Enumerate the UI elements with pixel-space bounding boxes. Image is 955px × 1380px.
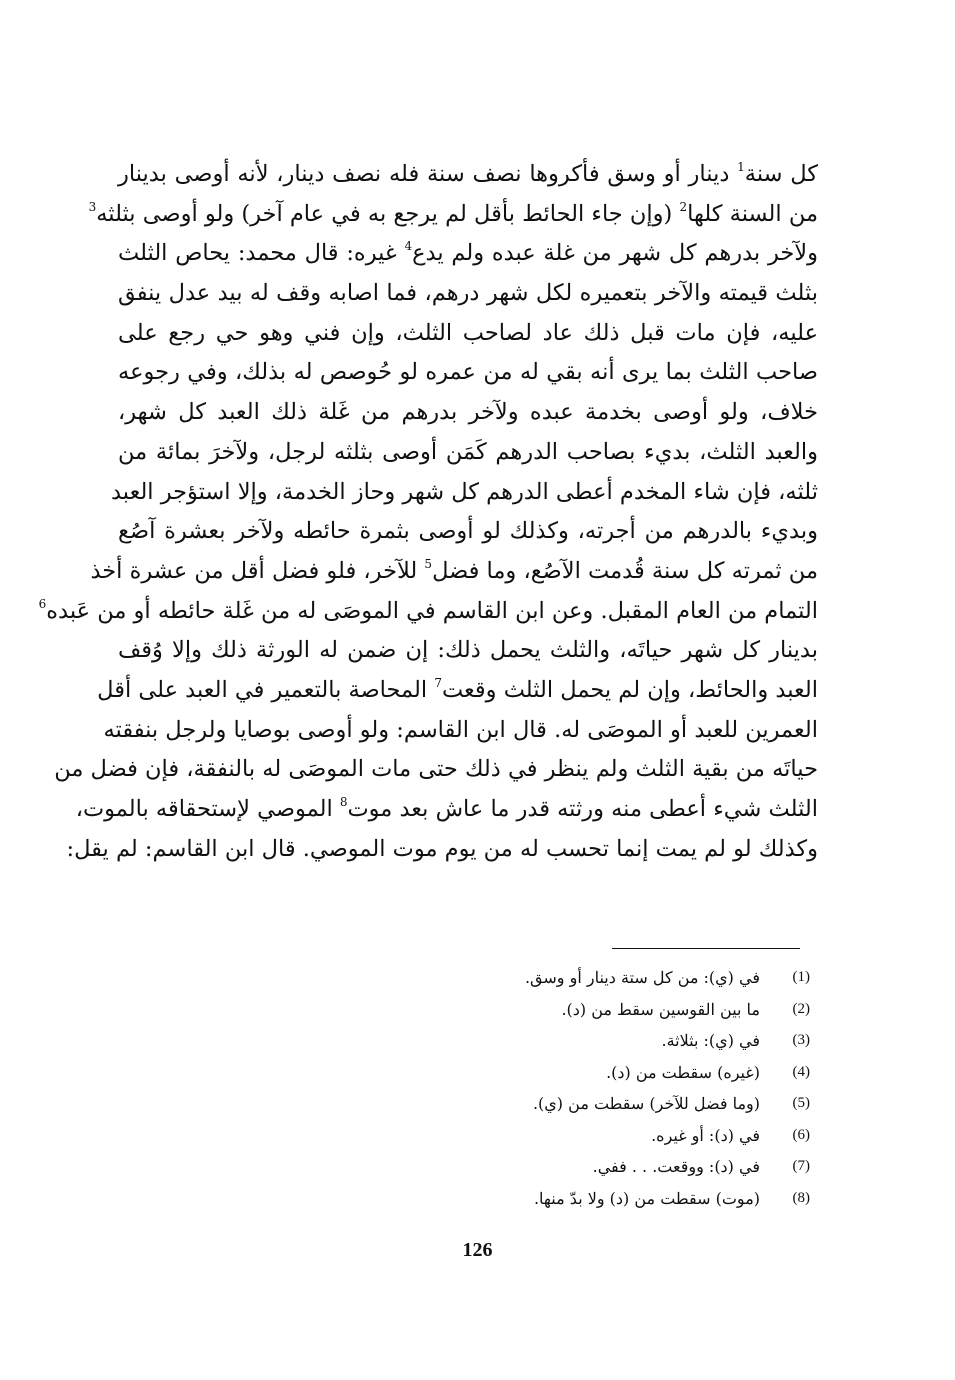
footnote-text: في (د): ووقعت. . . ففي.: [592, 1157, 760, 1177]
footnote-item: [440, 1057, 810, 1089]
footnote-number: (7): [792, 1158, 810, 1175]
footnote-item: [440, 994, 810, 1026]
line-text: كل سنة: [744, 161, 818, 187]
text-line: [118, 512, 818, 552]
footnote-marker: 3: [88, 199, 97, 214]
footnote-marker: 8: [339, 795, 348, 809]
line-text: بدينار كل شهر حياتَه، والثلث يحمل ذلك: إن ضمن له الورثة ذلك وإلا وُقف: [118, 637, 818, 664]
line-text: خلاف، ولو أوصى بخدمة عبده ولآخر بدرهم من غَلة ذلك العبد كل شهر،: [118, 399, 818, 426]
footnote-marker: 6: [38, 596, 47, 611]
line-text: ثلثه، فإن شاء المخدم أعطى الدرهم كل شهر وحاز الخدمة، وإلا استؤجر العبد: [110, 478, 818, 505]
line-text: العبد والحائط، وإن لم يحمل الثلث وقعت: [441, 676, 818, 703]
footnote-number: (6): [792, 1126, 810, 1143]
text-line: [118, 314, 818, 354]
text-line: [118, 274, 818, 314]
footnote-text: (غيره) سقطت من (د).: [606, 1062, 760, 1082]
line-text: وكذلك لو لم يمت إنما تحسب له من يوم موت الموصي. قال ابن القاسم: لم يقل:: [66, 835, 818, 862]
footnote-item: [440, 1183, 810, 1215]
footnote-item: [440, 1025, 810, 1057]
footnote-item: [440, 1088, 810, 1120]
text-line: [90, 552, 818, 592]
footnote-number: (4): [792, 1063, 810, 1080]
footnote-text: في (ي): بثلاثة.: [661, 1031, 760, 1051]
line-text: الموصي لإستحقاقه بالموت،: [75, 796, 340, 822]
footnote-number: (3): [792, 1032, 810, 1049]
footnote-text: (وما فضل للآخر) سقطت من (ي).: [532, 1094, 760, 1114]
line-text: صاحب الثلث بما يرى أنه بقي له من عمره لو حُوصص له بذلك، وفي رجوعه: [118, 359, 818, 386]
text-line: [54, 750, 818, 790]
footnote-text: في (د): أو غيره.: [651, 1125, 760, 1145]
line-text: وبديء بالدرهم من أجرته، وكذلك لو أوصى بثمرة حائطه ولآخر بعشرة آصُع: [118, 518, 818, 545]
page-number: 126: [462, 1239, 493, 1261]
line-text: حياتَه من بقية الثلث ولم ينظر في ذلك حتى مات الموصَى له بالنفقة، فإن فضل من: [54, 756, 818, 783]
text-line: [110, 473, 818, 513]
footnote-item: [440, 1151, 810, 1183]
line-text: التمام من العام المقبل. وعن ابن القاسم في الموصَى له من غَلة حائطه أو من عَبده: [46, 597, 818, 624]
text-line: [38, 592, 818, 632]
footnote-text: في (ي): من كل ستة دينار أو وسق.: [524, 968, 760, 988]
footnote-item: [440, 1120, 810, 1152]
text-line: [66, 830, 818, 870]
line-text: من ثمرته كل سنة قُدمت الآصُع، وما فضل: [432, 557, 818, 584]
line-text: ولآخر بدرهم كل شهر من غلة عبده ولم يدع: [412, 240, 818, 267]
text-line: [97, 671, 818, 711]
text-line: [118, 631, 818, 671]
text-line: [118, 234, 818, 274]
line-text: بثلث قيمته والآخر بتعميره لكل شهر درهم، فما اصابه وقف له بيد عدل ينفق: [118, 280, 818, 307]
line-text: دينار أو وسق فأكروها نصف سنة فله نصف دينار، لأنه أوصى بدينار: [118, 161, 738, 187]
footnote-number: (8): [792, 1189, 810, 1206]
text-line: [75, 790, 818, 830]
line-text: الثلث شيء أعطى منه ورثته قدر ما عاش بعد موت: [347, 796, 818, 822]
footnote-text: (موت) سقطت من (د) ولا بدّ منها.: [533, 1188, 760, 1208]
text-line: [118, 155, 818, 195]
footnote-number: (1): [792, 969, 810, 986]
line-text: العمرين للعبد أو الموصَى له. قال ابن القاسم: ولو أوصى بوصايا ولرجل بنفقته: [103, 716, 818, 743]
text-line: [118, 433, 818, 473]
line-text: عليه، فإن مات قبل ذلك عاد لصاحب الثلث، وإن فني وهو حي رجع على: [118, 319, 818, 346]
text-line: [118, 353, 818, 393]
footnote-marker: 4: [404, 239, 413, 254]
line-text: المحاصة بالتعمير في العبد على أقل: [97, 676, 435, 703]
footnote-number: (5): [792, 1095, 810, 1112]
text-line: [118, 393, 818, 433]
text-line: [88, 195, 818, 235]
line-text: (وإن جاء الحائط بأقل لم يرجع به في عام آخر) ولو أوصى بثلثه: [96, 200, 680, 227]
footnote-item: [440, 962, 810, 994]
footnotes-list: [440, 962, 810, 1214]
line-text: غيره: قال محمد: يحاص الثلث: [118, 240, 405, 267]
line-text: والعبد الثلث، بديء بصاحب الدرهم كَمَن أوصى بثلثه لرجل، ولآخرَ بمائة من: [118, 438, 818, 465]
main-text: [38, 155, 818, 869]
footnote-number: (2): [792, 1000, 810, 1017]
footnote-marker: 2: [679, 199, 688, 214]
text-line: [103, 711, 818, 751]
footnote-marker: 5: [424, 556, 433, 571]
footnote-marker: 1: [737, 160, 745, 174]
footnote-marker: 7: [434, 675, 442, 690]
line-text: للآخر، فلو فضل أقل من عشرة أخذ: [90, 557, 425, 584]
footnote-separator: [612, 948, 800, 949]
footnote-text: ما بين القوسين سقط من (د).: [561, 999, 760, 1019]
line-text: من السنة كلها: [687, 200, 818, 227]
